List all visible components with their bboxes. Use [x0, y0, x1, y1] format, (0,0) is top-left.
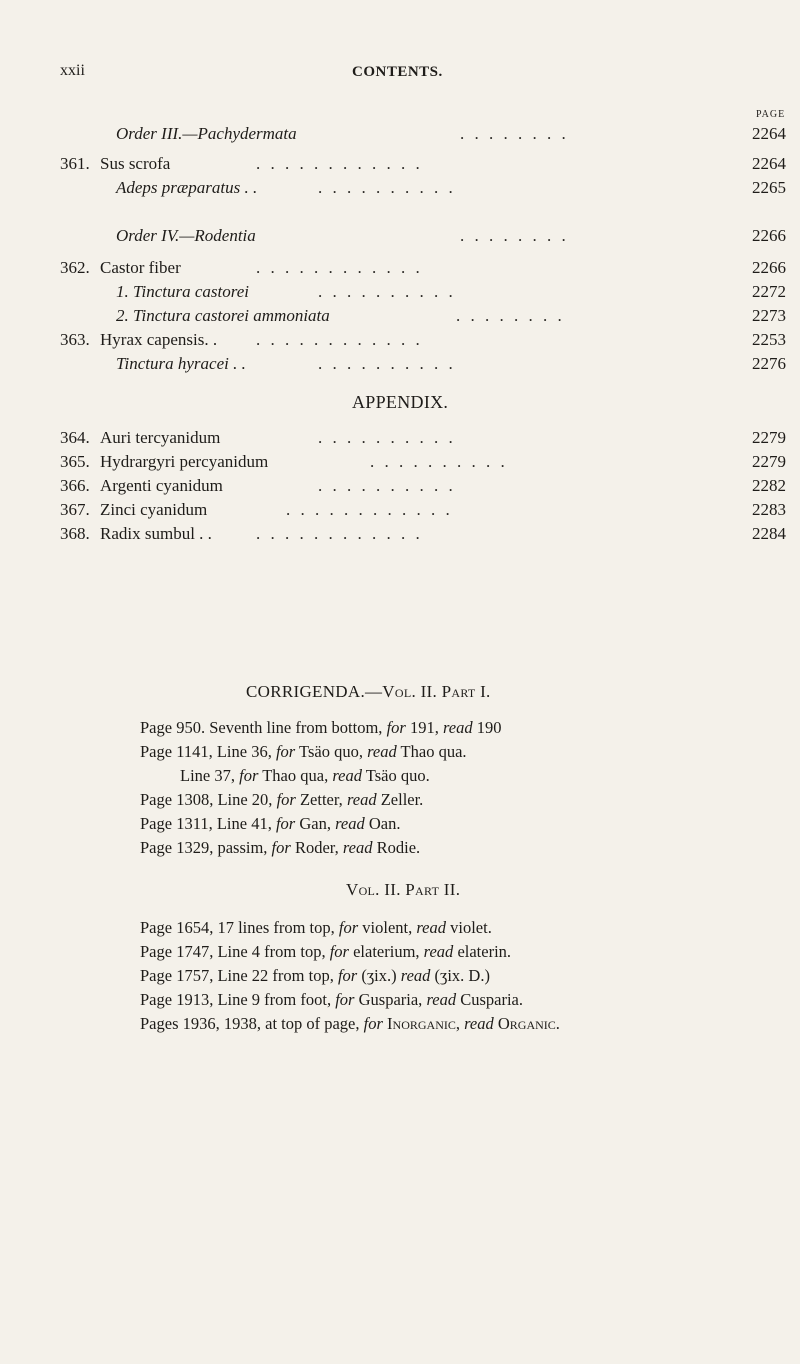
corrigenda-line: [180, 766, 430, 786]
toc-row: [0, 258, 800, 280]
toc-page: 2272: [752, 282, 786, 301]
toc-entry: Adeps præparatus . .: [116, 178, 258, 197]
corr-tail: Tsäo quo.: [361, 766, 430, 785]
toc-row: [0, 178, 800, 200]
toc-entry: Hyrax capensis. .: [100, 330, 218, 349]
corr-read: read: [423, 942, 454, 961]
corr-for: for: [335, 990, 355, 1009]
toc-entry: Castor fiber: [100, 258, 181, 277]
corr-mid: Inorganic,: [382, 1014, 465, 1033]
corr-tail: 190: [472, 718, 502, 737]
toc-row: [0, 124, 800, 146]
appendix-entry: Argenti cyanidum: [100, 476, 223, 495]
appendix-row: [0, 476, 800, 498]
corrigenda-line: [140, 838, 420, 858]
page-number: xxii: [60, 62, 85, 79]
leader-dots: . . . . . . . . . .: [318, 178, 456, 197]
corr-mid: Tsäo quo,: [295, 742, 368, 761]
leader-dots: . . . . . . . . . .: [318, 282, 456, 301]
page-column-label: PAGE: [756, 109, 786, 120]
corr-lead: Pages 1936, 1938, at top of page,: [140, 1014, 364, 1033]
leader-dots: . . . . . . . .: [460, 226, 569, 245]
corrigenda-line: [140, 966, 490, 986]
corrigenda-line: [140, 1014, 560, 1034]
leader-dots: . . . . . . . .: [456, 306, 565, 325]
toc-page: 2266: [752, 258, 786, 277]
corr-mid: Gusparia,: [354, 990, 427, 1009]
corr-for: for: [337, 966, 358, 985]
appendix-number: 368.: [60, 524, 90, 543]
leader-dots: . . . . . . . . . . . .: [256, 524, 423, 543]
corr-read: read: [442, 718, 473, 737]
appendix-page: 2279: [752, 452, 786, 471]
corr-for: for: [275, 814, 296, 833]
corr-for: for: [386, 718, 406, 737]
toc-page: 2266: [752, 226, 786, 245]
leader-dots: . . . . . . . .: [460, 124, 569, 143]
appendix-heading: APPENDIX.: [352, 392, 449, 412]
corr-read: read: [332, 766, 362, 785]
corr-read: read: [346, 790, 377, 809]
corr-tail: (ʒix. D.): [430, 966, 490, 985]
toc-page: 2264: [752, 154, 786, 173]
corr-for: for: [271, 838, 291, 857]
corr-mid: Roder,: [290, 838, 343, 857]
toc-page: 2273: [752, 306, 786, 325]
corr-mid: Zetter,: [295, 790, 347, 809]
corrigenda-line: [140, 942, 511, 962]
corrigenda-part2-heading: Vol. II. Part II.: [346, 880, 461, 899]
appendix-page: 2282: [752, 476, 786, 495]
corr-tail: Thao qua.: [396, 742, 467, 761]
appendix-page: 2279: [752, 428, 786, 447]
corr-tail: violet.: [446, 918, 492, 937]
appendix-row: [0, 500, 800, 522]
toc-entry: Tinctura hyracei . .: [116, 354, 246, 373]
corr-for: for: [363, 1014, 383, 1033]
corr-read: read: [464, 1014, 494, 1033]
corr-for: for: [338, 918, 359, 937]
corr-read: read: [342, 838, 373, 857]
corrigenda-heading-volume: Vol. II. Part I.: [382, 682, 491, 701]
toc-page: 2264: [752, 124, 786, 143]
corrigenda-line: [140, 918, 492, 938]
toc-row: [0, 330, 800, 352]
appendix-entry: Radix sumbul . .: [100, 524, 212, 543]
toc-row: [0, 226, 800, 248]
corr-tail: Organic.: [493, 1014, 560, 1033]
corr-read: read: [367, 742, 397, 761]
corr-read: read: [335, 814, 365, 833]
corr-mid: elaterium,: [348, 942, 424, 961]
corr-lead: Page 1141, Line 36,: [140, 742, 276, 761]
leader-dots: . . . . . . . . . . . .: [256, 258, 423, 277]
appendix-number: 364.: [60, 428, 90, 447]
toc-entry: 2. Tinctura castorei ammoniata: [116, 306, 330, 325]
corr-mid: (ʒix.): [357, 966, 401, 985]
toc-page: 2276: [752, 354, 786, 373]
corrigenda-line: [140, 742, 467, 762]
toc-entry: Order III.—Pachydermata: [116, 124, 297, 143]
corrigenda-line: [140, 718, 501, 738]
toc-row: [0, 282, 800, 304]
appendix-page: 2284: [752, 524, 786, 543]
corr-lead: Page 1329, passim,: [140, 838, 272, 857]
appendix-number: 366.: [60, 476, 90, 495]
leader-dots: . . . . . . . . . . . .: [256, 154, 423, 173]
appendix-entry: Zinci cyanidum: [100, 500, 208, 519]
corrigenda-line: [140, 814, 400, 834]
corrigenda-heading-main: CORRIGENDA.—: [246, 682, 383, 701]
corr-lead: Page 1757, Line 22 from top,: [140, 966, 338, 985]
corrigenda-line: [140, 990, 523, 1010]
toc-number: 361.: [60, 154, 90, 173]
leader-dots: . . . . . . . . . .: [318, 428, 456, 447]
appendix-row: [0, 428, 800, 450]
appendix-number: 365.: [60, 452, 90, 471]
appendix-entry: Auri tercyanidum: [100, 428, 221, 447]
corr-lead: Line 37,: [180, 766, 240, 785]
corr-lead: Page 1311, Line 41,: [140, 814, 276, 833]
corr-mid: 191,: [405, 718, 443, 737]
corr-lead: Page 1747, Line 4 from top,: [140, 942, 330, 961]
appendix-row: [0, 524, 800, 546]
corr-tail: Cusparia.: [456, 990, 523, 1009]
toc-number: 362.: [60, 258, 90, 277]
corr-lead: Page 950. Seventh line from bottom,: [140, 718, 387, 737]
toc-entry: 1. Tinctura castorei: [116, 282, 250, 301]
leader-dots: . . . . . . . . . . . .: [286, 500, 453, 519]
appendix-page: 2283: [752, 500, 786, 519]
leader-dots: . . . . . . . . . .: [318, 354, 456, 373]
corr-mid: violent,: [358, 918, 417, 937]
corr-read: read: [416, 918, 447, 937]
appendix-number: 367.: [60, 500, 90, 519]
corr-lead: Page 1308, Line 20,: [140, 790, 277, 809]
corr-lead: Page 1913, Line 9 from foot,: [140, 990, 336, 1009]
appendix-row: [0, 452, 800, 474]
leader-dots: . . . . . . . . . . . .: [256, 330, 423, 349]
leader-dots: . . . . . . . . . .: [318, 476, 456, 495]
toc-page: 2253: [752, 330, 786, 349]
corr-for: for: [275, 742, 296, 761]
corr-tail: Rodie.: [372, 838, 421, 857]
corr-read: read: [426, 990, 457, 1009]
corr-tail: Zeller.: [376, 790, 424, 809]
toc-page: 2265: [752, 178, 786, 197]
corr-lead: Page 1654, 17 lines from top,: [140, 918, 339, 937]
corr-for: for: [329, 942, 349, 961]
corr-mid: Gan,: [295, 814, 336, 833]
leader-dots: . . . . . . . . . .: [370, 452, 508, 471]
appendix-entry: Hydrargyri percyanidum: [100, 452, 269, 471]
corrigenda-line: [140, 790, 423, 810]
toc-row: [0, 306, 800, 328]
toc-number: 363.: [60, 330, 90, 349]
toc-entry: Sus scrofa: [100, 154, 171, 173]
page-title: CONTENTS.: [352, 64, 443, 80]
corr-for: for: [239, 766, 259, 785]
corr-mid: Thao qua,: [258, 766, 333, 785]
toc-row: [0, 154, 800, 176]
corrigenda-heading: [246, 682, 491, 702]
corr-tail: elaterin.: [453, 942, 512, 961]
corr-read: read: [400, 966, 431, 985]
toc-entry: Order IV.—Rodentia: [116, 226, 256, 245]
corr-for: for: [276, 790, 296, 809]
corr-tail: Oan.: [364, 814, 401, 833]
toc-row: [0, 354, 800, 376]
